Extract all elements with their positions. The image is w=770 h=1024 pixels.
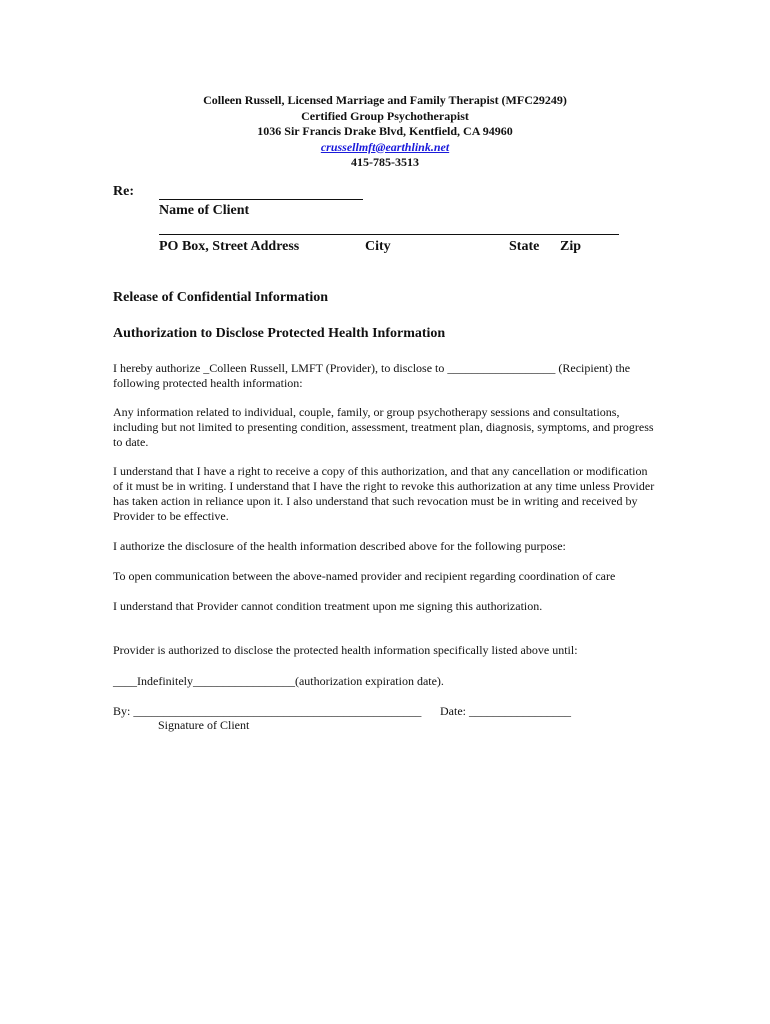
client-name-line[interactable] [159,199,363,200]
signature-label: Signature of Client [158,718,250,732]
purpose-paragraph: I authorize the disclosure of the health information described above for the following purpose: [113,539,566,553]
date-field[interactable]: Date: _________________ [440,704,571,718]
authorization-heading: Authorization to Disclose Protected Health Information [113,326,446,341]
provider-phone: 415-785-3513 [351,155,419,169]
re-label: Re: [113,184,134,199]
signature-line[interactable]: By: ________________________________________________ [113,704,422,718]
expiration-field[interactable]: ____Indefinitely_________________(authorization expiration date). [113,674,444,688]
release-heading: Release of Confidential Information [113,290,329,305]
rights-paragraph: I understand that I have a right to receive a copy of this authorization, and that any cancellation or modification of it must be in writing. I understand that I have the right to revoke this authorization at any time unless Provider has taken action in reliance upon it. I also understand that such revocation must be in writing and received by Provider to be effective. [113,464,655,523]
client-address-line[interactable] [159,234,619,235]
state-label: State [509,239,540,254]
city-label: City [365,239,391,254]
email-link[interactable]: crussellmft@earthlink.net [320,139,450,154]
client-info-block [113,184,633,264]
expiration-paragraph: Provider is authorized to disclose the protected health information specifically listed above until: [113,643,578,657]
client-name-label: Name of Client [159,203,250,218]
provider-credential: Certified Group Psychotherapist [301,108,469,123]
letterhead [0,93,770,171]
zip-label: Zip [560,239,582,254]
purpose-statement: To open communication between the above-named provider and recipient regarding coordination of care [113,569,616,583]
address-label: PO Box, Street Address [159,239,300,254]
information-paragraph: Any information related to individual, couple, family, or group psychotherapy sessions and consultations, including but not limited to presenting condition, assessment, treatment plan, diagnosis, symptoms, and progress to date. [113,405,654,449]
authorize-paragraph: I hereby authorize _Colleen Russell, LMFT (Provider), to disclose to __________________ (Recipient) the following protected health information: [113,361,631,390]
provider-name: Colleen Russell, Licensed Marriage and Family Therapist (MFC29249) [203,93,567,107]
provider-address: 1036 Sir Francis Drake Blvd, Kentfield, CA 94960 [257,124,513,138]
condition-paragraph: I understand that Provider cannot condition treatment upon me signing this authorization. [113,599,543,613]
